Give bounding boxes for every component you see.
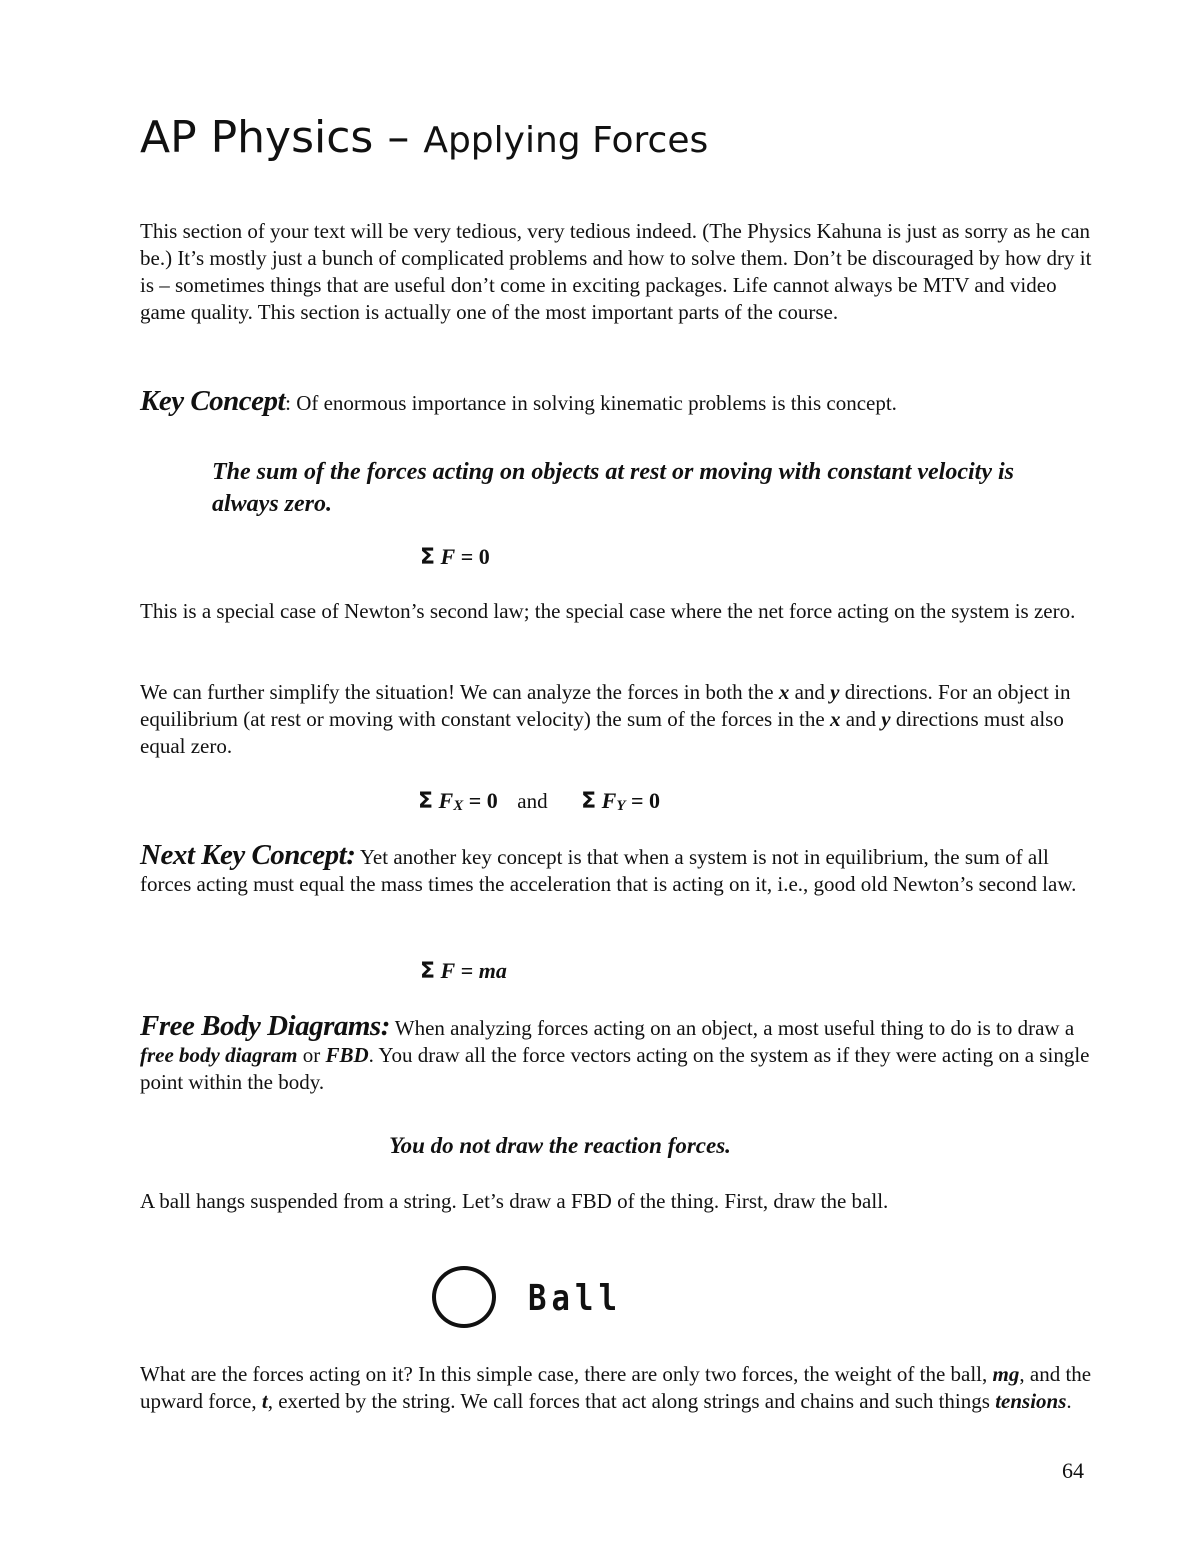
ball-label: Ball: [528, 1278, 623, 1319]
term-fbd: FBD: [325, 1043, 369, 1067]
sigma-symbol: Σ: [420, 545, 436, 570]
eq-var-f: F: [440, 544, 456, 569]
text-run: , exerted by the string. We call forces that act along strings and chains and such things: [267, 1389, 996, 1413]
text-run: What are the forces acting on it? In this simple case, there are only two forces, the weight of the ball,: [140, 1362, 993, 1386]
next-key-concept-text: Yet another key concept is that when a system is not in equilibrium, the sum of all forces acting must equal the mass times the acceleration that is acting on it, i.e., good old Newton’s second law.: [140, 845, 1077, 896]
term-mg: mg: [992, 1362, 1020, 1386]
key-concept-colon: :: [285, 391, 291, 415]
special-case-paragraph: This is a special case of Newton’s second law; the special case where the net force acting on the system is zero.: [140, 599, 1076, 623]
ball-intro-paragraph: A ball hangs suspended from a string. Let’s draw a FBD of the thing. First, draw the ball.: [140, 1189, 889, 1213]
key-concept-text: Of enormous importance in solving kinematic problems is this concept.: [290, 391, 897, 415]
key-concept-heading: Key Concept: [140, 385, 286, 417]
text-run: and: [789, 680, 831, 704]
text-run: directions must also equal zero.: [140, 707, 1064, 758]
next-key-concept-heading: Next Key Concept:: [140, 839, 356, 871]
next-key-concept-paragraph: [140, 839, 1100, 898]
intro-paragraph: This section of your text will be very tedious, very tedious indeed. (The Physics Kahuna is just as sorry as he can be.) It’s mostly just a bunch of complicated problems and how to solve them. Don’t be discouraged by how dry it is – sometimes things that are useful don’t come in exciting packages. Life cannot always be MTV and video game quality. This section is actually one of the most important parts of the course.: [140, 219, 1092, 324]
var-y: y: [881, 707, 891, 731]
key-concept-paragraph: [140, 385, 1100, 417]
var-x: x: [778, 680, 790, 704]
var-y: y: [830, 680, 840, 704]
eq-sub-x: X: [453, 798, 464, 814]
ball-circle-figure: [432, 1266, 496, 1328]
sigma-symbol: Σ: [581, 789, 597, 814]
eq-and: and: [517, 789, 548, 813]
equation-components-zero: [418, 788, 660, 814]
text-run: directions. For an object in equilibrium (at rest or moving with constant velocity) the sum of the forces in the: [140, 680, 1071, 731]
text-run: or: [297, 1043, 326, 1067]
title-sub: Applying Forces: [423, 120, 709, 161]
text-run: . You draw all the force vectors acting on the system as if they were acting on a single point within the body.: [140, 1043, 1090, 1094]
fbd-heading: Free Body Diagrams:: [140, 1010, 390, 1042]
sigma-symbol: Σ: [420, 959, 436, 984]
term-tensions: tensions: [995, 1389, 1067, 1413]
sigma-symbol: Σ: [418, 789, 434, 814]
key-concept-statement: The sum of the forces acting on objects at rest or moving with constant velocity is always zero.: [212, 459, 1014, 517]
title-main: AP Physics –: [140, 112, 424, 163]
text-run: We can further simplify the situation! We can analyze the forces in both the: [140, 680, 779, 704]
text-run: , and the upward force,: [140, 1362, 1092, 1413]
eq-rhs: = 0: [625, 788, 661, 813]
eq-equals: =: [455, 958, 479, 983]
term-t: t: [261, 1389, 268, 1413]
text-run: When analyzing forces acting on an object, a most useful thing to do is to draw a: [389, 1016, 1075, 1040]
term-free-body-diagram: free body diagram: [140, 1043, 298, 1067]
eq-sub-y: Y: [616, 798, 626, 814]
equation-sum-forces-zero: [420, 544, 490, 570]
page-title: [140, 112, 708, 163]
text-run: .: [1066, 1389, 1072, 1413]
equation-newton-second-law: [420, 958, 507, 984]
fbd-paragraph: [140, 1010, 1100, 1096]
eq-rhs: = 0: [455, 544, 490, 569]
components-paragraph: [140, 679, 1100, 760]
eq-var-f: F: [438, 788, 454, 813]
text-run: and: [840, 707, 882, 731]
eq-var-f: F: [601, 788, 617, 813]
page-number: 64: [1062, 1458, 1084, 1483]
eq-var-f: F: [440, 958, 456, 983]
forces-paragraph: [140, 1361, 1100, 1415]
eq-var-ma: ma: [478, 958, 507, 983]
eq-rhs: = 0: [463, 788, 498, 813]
reaction-forces-statement: You do not draw the reaction forces.: [389, 1133, 731, 1158]
var-x: x: [829, 707, 841, 731]
